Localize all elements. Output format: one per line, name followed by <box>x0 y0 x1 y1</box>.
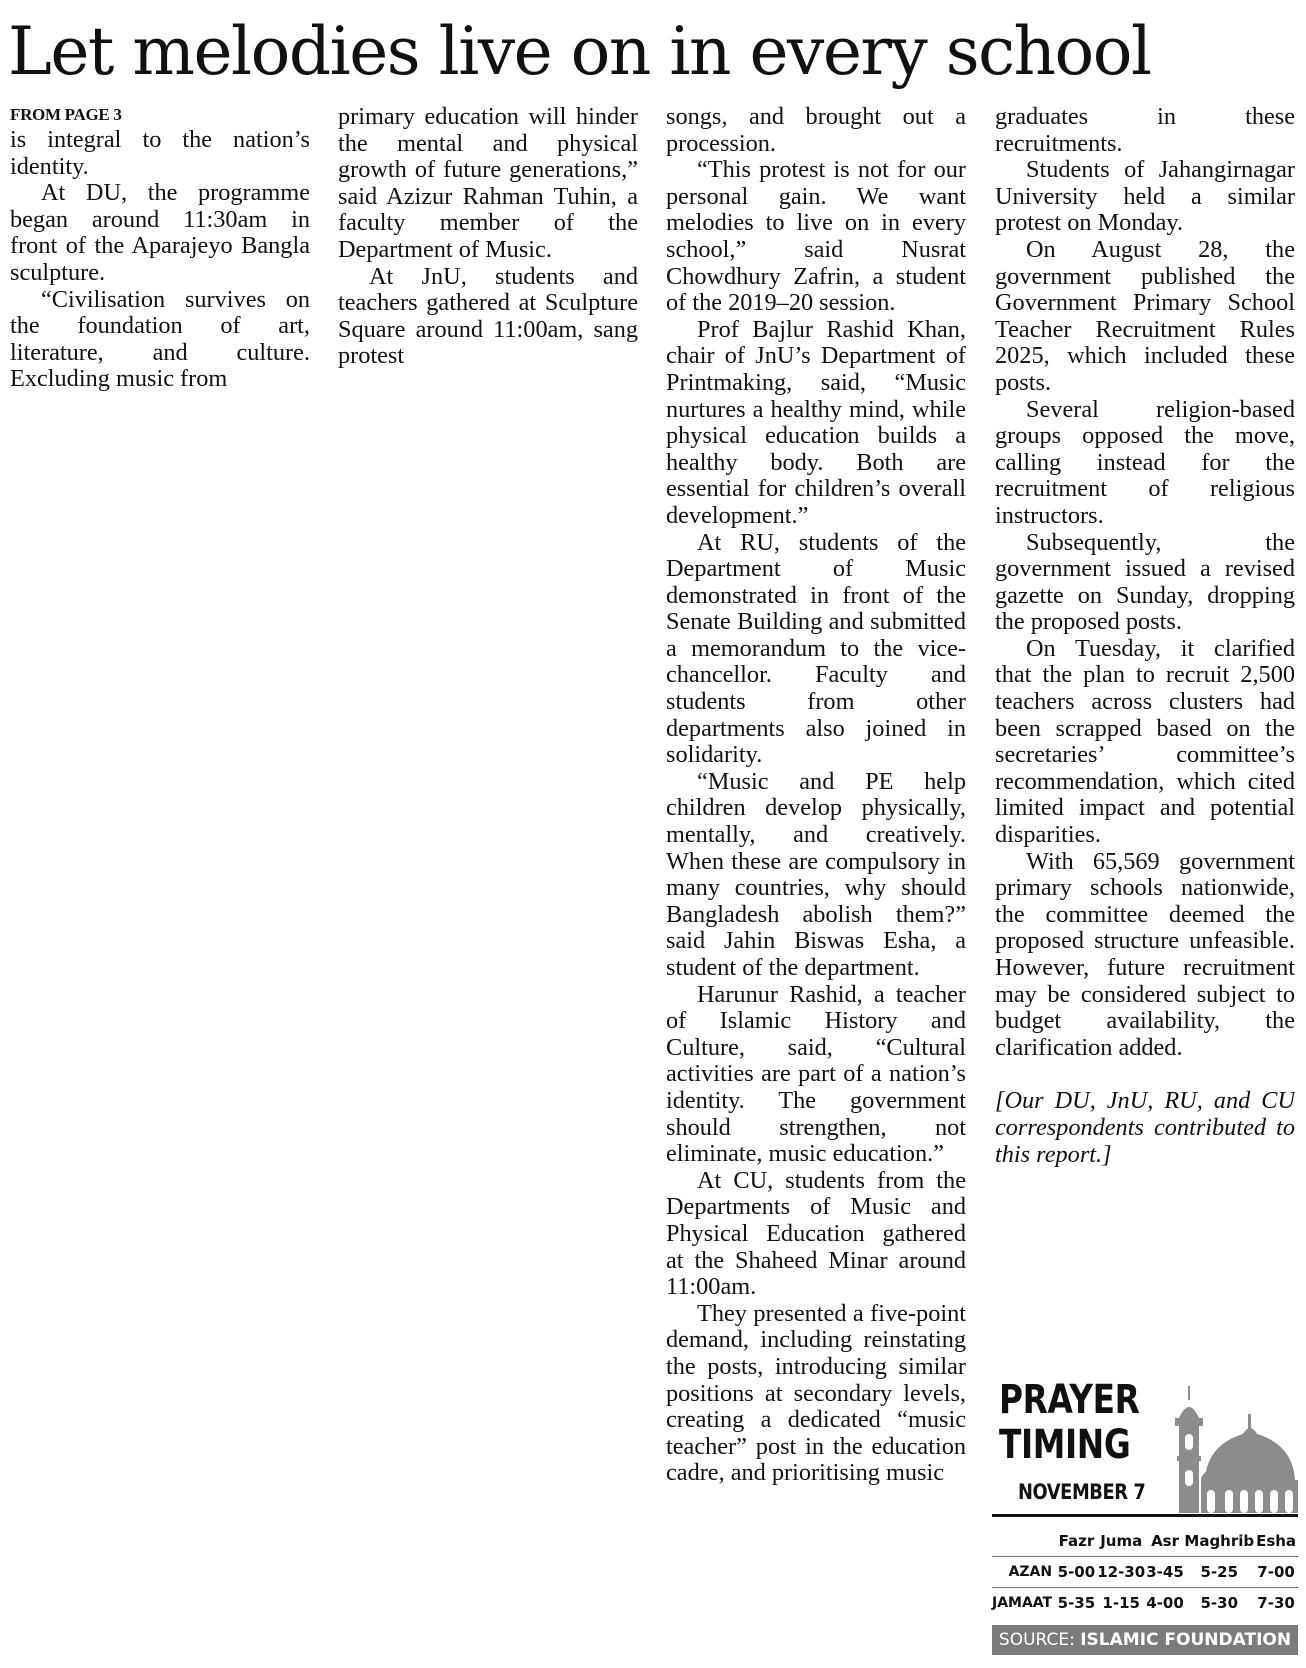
paragraph: With 65,569 government primary schools nationwide, the committee deemed the proposed structure unfeasible. However, future recruitment may be considered subject to budget availability, the clarification added. <box>995 847 1295 1061</box>
prayer-times-table <box>992 1526 1298 1618</box>
paragraph: At RU, students of the Department of Music demonstrated in front of the Senate Building and submitted a memorandum to the vice-chancellor. Faculty and students from other departments also joined in solidarity. <box>666 528 966 769</box>
prayer-time: 5-35 <box>1056 1588 1097 1619</box>
prayer-timing-box <box>992 1378 1298 1664</box>
prayer-title-line: PRAYER <box>999 1377 1140 1423</box>
paragraph: Subsequently, the government issued a revised gazette on Sunday, dropping the proposed posts. <box>995 528 1295 636</box>
paragraph: At DU, the programme began around 11:30am in front of the Aparajeyo Bangla sculpture. <box>10 179 310 286</box>
prayer-header: Asr <box>1151 1532 1179 1550</box>
paragraph: At CU, students from the Departments of Music and Physical Education gathered at the Shaheed Minar around 11:00am. <box>666 1166 966 1301</box>
paragraph: On August 28, the government published the Government Primary School Teacher Recruitment Rules 2025, which included these posts. <box>995 235 1295 396</box>
paragraph: On Tuesday, it clarified that the plan to recruit 2,500 teachers across clusters had been scrapped based on the secretaries’ committee’s recommendation, which cited limited impact and potential disparities. <box>995 634 1295 849</box>
paragraph: “This protest is not for our personal gain. We want melodies to live on in every school,” said Nusrat Chowdhury Zafrin, a student of the 2019–20 session. <box>666 156 966 317</box>
prayer-timing-title <box>999 1378 1140 1468</box>
paragraph: “Music and PE help children develop physically, mentally, and creatively. When these are compulsory in many countries, why should Bangladesh abolish them?” said Jahin Biswas Esha, a student of the department. <box>666 767 966 981</box>
article-column-3 <box>666 104 966 1664</box>
paragraph: Students of Jahangirnagar University held a similar protest on Monday. <box>995 156 1295 237</box>
paragraph: Prof Bajlur Rashid Khan, chair of JnU’s Department of Printmaking, said, “Music nurtures a healthy mind, while physical education builds a healthy body. Both are essential for children’s overall development.” <box>666 315 966 529</box>
paragraph: is integral to the nation’s identity. <box>10 126 310 180</box>
prayer-time: 5-30 <box>1184 1588 1254 1619</box>
prayer-divider <box>992 1514 1298 1517</box>
correspondent-note: [Our DU, JnU, RU, and CU correspondents contributed to this report.] <box>995 1087 1295 1168</box>
prayer-time: 7-00 <box>1254 1557 1298 1588</box>
prayer-time: 12-30 <box>1097 1557 1146 1588</box>
paragraph: primary education will hinder the mental and physical growth of future generations,” said Azizur Rahman Tuhin, a faculty member of the Department of Music. <box>338 104 638 263</box>
mosque-icon <box>1167 1378 1298 1513</box>
prayer-header: Fazr <box>1058 1532 1095 1550</box>
prayer-header: Esha <box>1256 1532 1297 1550</box>
paragraph: Several religion-based groups opposed the move, calling instead for the recruitment of religious instructors. <box>995 395 1295 529</box>
article-column-2 <box>338 104 638 1664</box>
paragraph: Harunur Rashid, a teacher of Islamic History and Culture, said, “Cultural activities are part of a nation’s identity. The government should strengthen, not eliminate, music education.” <box>666 980 966 1168</box>
prayer-time: 5-25 <box>1184 1557 1254 1588</box>
paragraph: At JnU, students and teachers gathered at Sculpture Square around 11:00am, sang protest <box>338 262 638 370</box>
prayer-date: NOVEMBER 7 <box>1018 1480 1146 1504</box>
paragraph: graduates in these recruitments. <box>995 104 1295 157</box>
prayer-title-line: TIMING <box>999 1422 1131 1468</box>
prayer-time: 3-45 <box>1146 1557 1185 1588</box>
continued-from-label: FROM PAGE 3 <box>10 105 122 124</box>
article-column-1 <box>10 104 310 1664</box>
prayer-time: 1-15 <box>1097 1588 1146 1619</box>
headline: Let melodies live on in every school <box>8 13 1151 90</box>
prayer-time: 5-00 <box>1056 1557 1097 1588</box>
prayer-header-row <box>992 1526 1298 1557</box>
prayer-row-label: AZAN <box>992 1557 1056 1588</box>
prayer-time: 7-30 <box>1254 1588 1298 1619</box>
paragraph: They presented a five-point demand, including reinstating the posts, introducing similar positions at secondary levels, creating a dedicated “music teacher” post in the education cadre, and prioritising music <box>666 1299 966 1487</box>
prayer-row-azan <box>992 1557 1298 1588</box>
prayer-header: Juma <box>1100 1532 1143 1550</box>
prayer-corner-cell <box>992 1526 1056 1557</box>
paragraph: songs, and brought out a procession. <box>666 104 966 157</box>
prayer-source-bar <box>992 1625 1298 1655</box>
prayer-row-label: JAMAAT <box>992 1588 1056 1619</box>
article-column-4 <box>995 104 1295 1324</box>
prayer-header: Maghrib <box>1184 1532 1255 1550</box>
paragraph: “Civilisation survives on the foundation of art, literature, and culture. Excluding music from <box>10 285 310 393</box>
source-name: ISLAMIC FOUNDATION <box>1080 1630 1292 1650</box>
prayer-time: 4-00 <box>1146 1588 1185 1619</box>
source-prefix: SOURCE: <box>998 1630 1075 1650</box>
prayer-row-jamaat <box>992 1588 1298 1619</box>
